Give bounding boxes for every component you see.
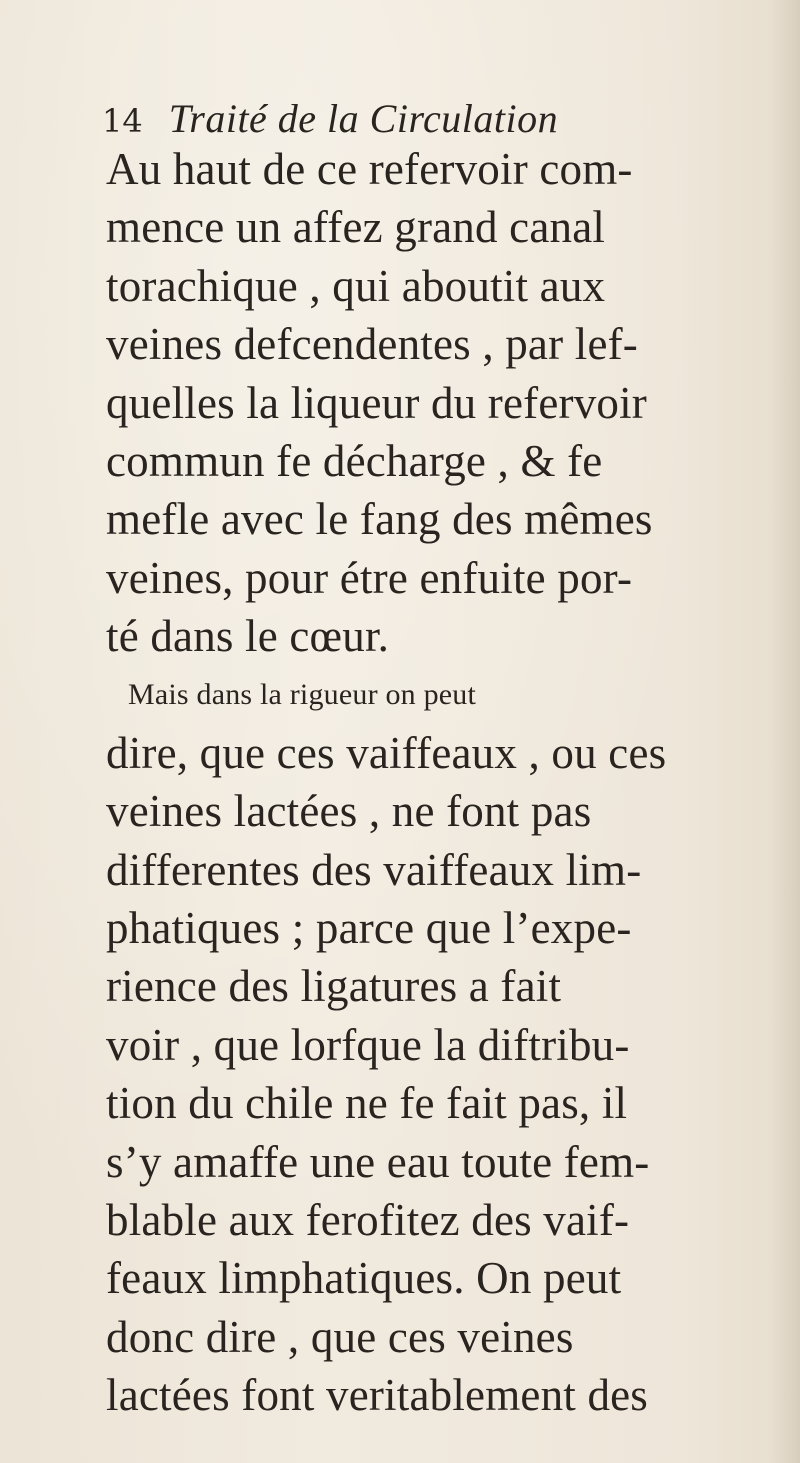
running-title: Traité de la Circulation	[168, 96, 559, 141]
text-line: veines defcendentes , par lef-	[106, 319, 638, 370]
paragraph-start-line: Mais dans la rigueur on peut	[128, 677, 477, 711]
text-line: commun fe décharge , & fe	[106, 435, 603, 486]
text-line: blable aux ferofitez des vaif-	[106, 1195, 630, 1246]
text-line: veines, pour étre enfuite por-	[106, 552, 633, 603]
text-line: quelles la liqueur du refervoir	[106, 377, 647, 428]
running-head	[102, 95, 752, 143]
text-line: tion du chile ne fe fait pas, il	[106, 1078, 628, 1129]
text-line: lactées font veritablement des	[106, 1370, 649, 1421]
text-line: rience des ligatures a fait	[106, 961, 562, 1012]
text-line: s’y amaffe une eau toute fem-	[106, 1136, 650, 1187]
text-line: donc dire , que ces veines	[106, 1311, 574, 1362]
body-text	[106, 140, 786, 1425]
text-line: té dans le cœur.	[106, 611, 390, 662]
text-line: dire, que ces vaiffeaux , ou ces	[106, 727, 667, 778]
text-line: Au haut de ce refervoir com-	[106, 144, 633, 194]
text-line: feaux limphatiques. On peut	[106, 1253, 622, 1304]
page-number: 14	[102, 102, 143, 140]
text-line: phatiques ; parce que l’expe-	[106, 903, 632, 954]
text-line: veines lactées , ne font pas	[106, 786, 592, 837]
text-line: mence un affez grand canal	[106, 202, 606, 253]
text-line: differentes des vaiffeaux lim-	[106, 844, 642, 895]
text-line: mefle avec le fang des mêmes	[106, 494, 653, 545]
text-line: torachique , qui aboutit aux	[106, 260, 606, 311]
text-line: voir , que lorfque la diftribu-	[106, 1019, 630, 1070]
